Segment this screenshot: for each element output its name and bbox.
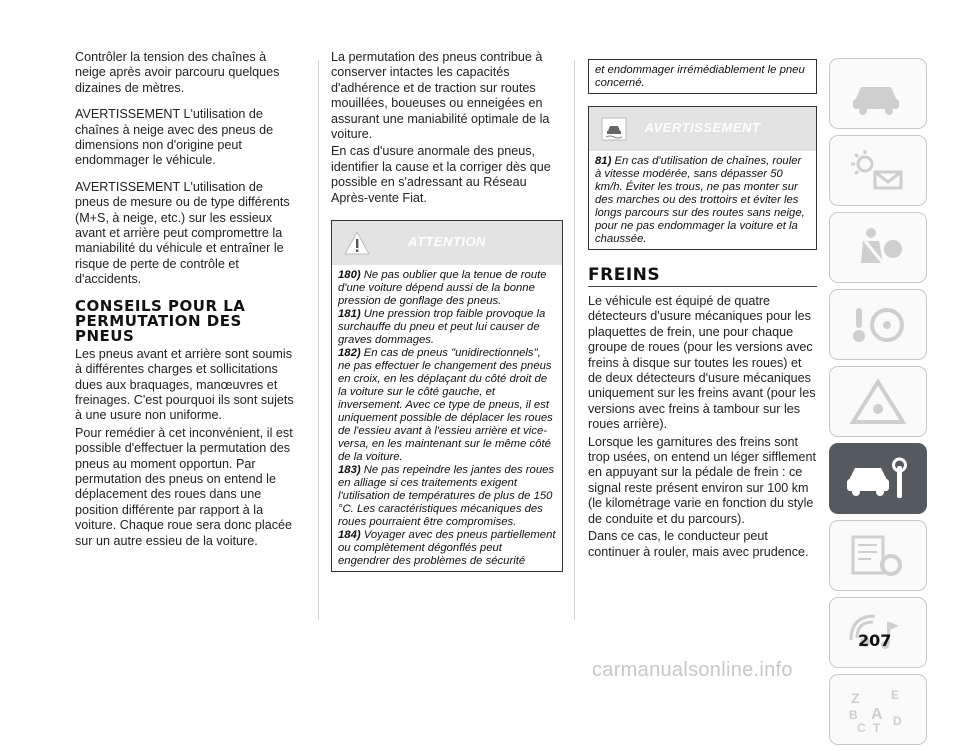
chapter-tab-index[interactable] [829,674,927,745]
paragraph: La permutation des pneus contribue à conserver intactes les capacités d'adhérence et de traction sur routes mouillées, boueuses ou enneigées en assurant une maniabilité optimale de la voiture. [331,50,550,142]
paragraph: Lorsque les garnitures des freins sont trop usées, on entend un léger sifflement en appuyant sur la pédale de frein : ce signal reste présent environ sur 100 km (le kilométrage varie en fonction du style de conduite et du parcours). [588,434,817,526]
specifications-gear-icon [843,531,913,581]
note-number: 180) [338,269,361,282]
column-divider [318,60,319,620]
paragraph: Le véhicule est équipé de quatre détecteurs d'usure mécaniques pour les plaquettes de frein, une pour chaque groupe de roues (pour les versions avec freins à disque sur toutes les roues) et de deux détecteurs d'usure mécaniques uniquement sur les freins avant (pour les versions avec freins à tambour sur les roues arrière). [588,294,816,432]
note-number: 184) [338,529,361,542]
paragraph: Contrôler la tension des chaînes à neige après avoir parcouru quelques dizaines de mètres. [75,50,280,95]
heading-rule [588,286,817,287]
index-letter: A [871,705,883,723]
note-text: En cas de pneus "unidirectionnels", ne pas effectuer le changement des pneus en croix, en les déplaçant du côté droit de la voiture sur le côté gauche, et inversement. Avec ce type de pneus, il est uniquement possible de déplacer les roues de l'essieu avant à l'essieu arrière et vice-versa, en les maintenant sur le même côté de la voiture. [338,347,553,464]
attention-box-header [332,221,562,265]
column-middle [331,50,563,572]
attention-note [338,529,556,568]
car-wrench-icon [843,454,913,504]
note-text: Ne pas oublier que la tenue de route d'une voiture dépend aussi de la bonne pression de gonflage des pneus. [338,269,547,308]
index-letter: E [891,687,900,702]
column-right [588,50,817,571]
section-heading-brakes: FREINS [588,265,661,285]
seatbelt-airbag-icon [843,223,913,273]
note-text: et endommager irrémédiablement le pneu concerné. [595,64,805,89]
page-number: 207 [858,631,892,650]
note-text: Une pression trop faible provoque la surchauffe du pneu et peut lui causer de graves dommages. [338,308,546,347]
note-text: Ne pas repeindre les jantes des roues en alliage si ces traitements exigent l'utilisation de températures de plus de 150 °C. Les caractéristiques mécaniques des roues pourraient être compromises. [338,464,555,529]
index-letter: Z [851,689,860,706]
attention-box-title: ATTENTION [408,234,486,250]
index-letter: D [893,713,902,728]
continued-note-box [588,59,817,94]
key-steering-wheel-icon [843,300,913,350]
attention-box-body [332,265,562,571]
attention-note [338,347,556,464]
attention-box [331,220,563,572]
warning-box-body [589,151,816,249]
watermark: carmanualsonline.info [592,659,793,681]
chapter-tab-technical-data[interactable] [829,520,927,591]
sun-envelope-icon [843,146,913,196]
index-letter: T [873,720,881,735]
paragraph: Pour remédier à cet inconvénient, il est possible d'effectuer la permutation des pneus au moment opportun. Par permutation des pneus on entend le déplacement des roues dans une position différente par rapport à la voiture. Chaque roue sera donc placée sur un autre essieu de la voiture. [75,425,293,548]
paragraph: AVERTISSEMENT L'utilisation de pneus de mesure ou de type différents (M+S, à neige, etc.) sur les essieux avant et arrière peut compromettre la maniabilité du véhicule et entraîner le risque de perte de contrôle et d'accidents. [75,179,290,287]
index-letter: B [849,707,858,722]
warning-box [588,106,817,250]
chapter-tab-knowing-car[interactable] [829,58,927,129]
paragraph: En cas d'usure anormale des pneus, identifier la cause et la corriger dès que possible en s'adressant au Réseau Après-vente Fiat. [331,144,551,205]
chapter-tab-safety[interactable] [829,212,927,283]
continued-note-body [589,60,816,93]
note-number: 182) [338,347,361,360]
car-dashboard-icon [843,69,913,119]
note-number: 183) [338,464,361,477]
chapter-tab-dashboard[interactable] [829,135,927,206]
chapter-tab-maintenance[interactable] [829,443,927,514]
chapter-tab-emergency[interactable] [829,366,927,437]
index-letter: C [857,720,866,735]
note-text: Voyager avec des pneus partiellement ou complètement dégonflés peut engendrer des problèmes de sécurité [338,529,556,568]
column-left [75,50,297,560]
section-heading-tire-rotation: CONSEILS POUR LA PERMUTATION DES PNEUS [75,296,246,345]
attention-note [338,308,556,347]
paragraph: AVERTISSEMENT L'utilisation de chaînes à neige avec des pneus de dimensions non d'origine peut endommager le véhicule. [75,107,274,168]
warning-box-header [589,107,816,151]
note-text: En cas d'utilisation de chaînes, rouler à vitesse modérée, sans dépasser 50 km/h. Éviter les trous, ne pas monter sur des marches ou des trottoirs et éviter les longs parcours sur des routes sans neige, pour ne pas endommager la voiture et la chaussée. [595,155,805,245]
paragraph: Les pneus avant et arrière sont soumis à différentes charges et sollicitations dues aux braquages, manœuvres et freinages. C'est pourquoi ils sont sujets à une usure non uniforme. [75,346,294,423]
note-number: 81) [595,155,612,167]
paragraph: Dans ce cas, le conducteur peut continuer à rouler, mais avec prudence. [588,529,809,559]
attention-note [338,464,556,529]
warning-triangle-icon [843,377,913,427]
column-divider [574,60,575,620]
note-number: 181) [338,308,361,321]
alphabet-index-icon [843,685,913,735]
attention-note [338,269,556,308]
chapter-tab-starting-driving[interactable] [829,289,927,360]
warning-box-title: AVERTISSEMENT [644,120,761,135]
